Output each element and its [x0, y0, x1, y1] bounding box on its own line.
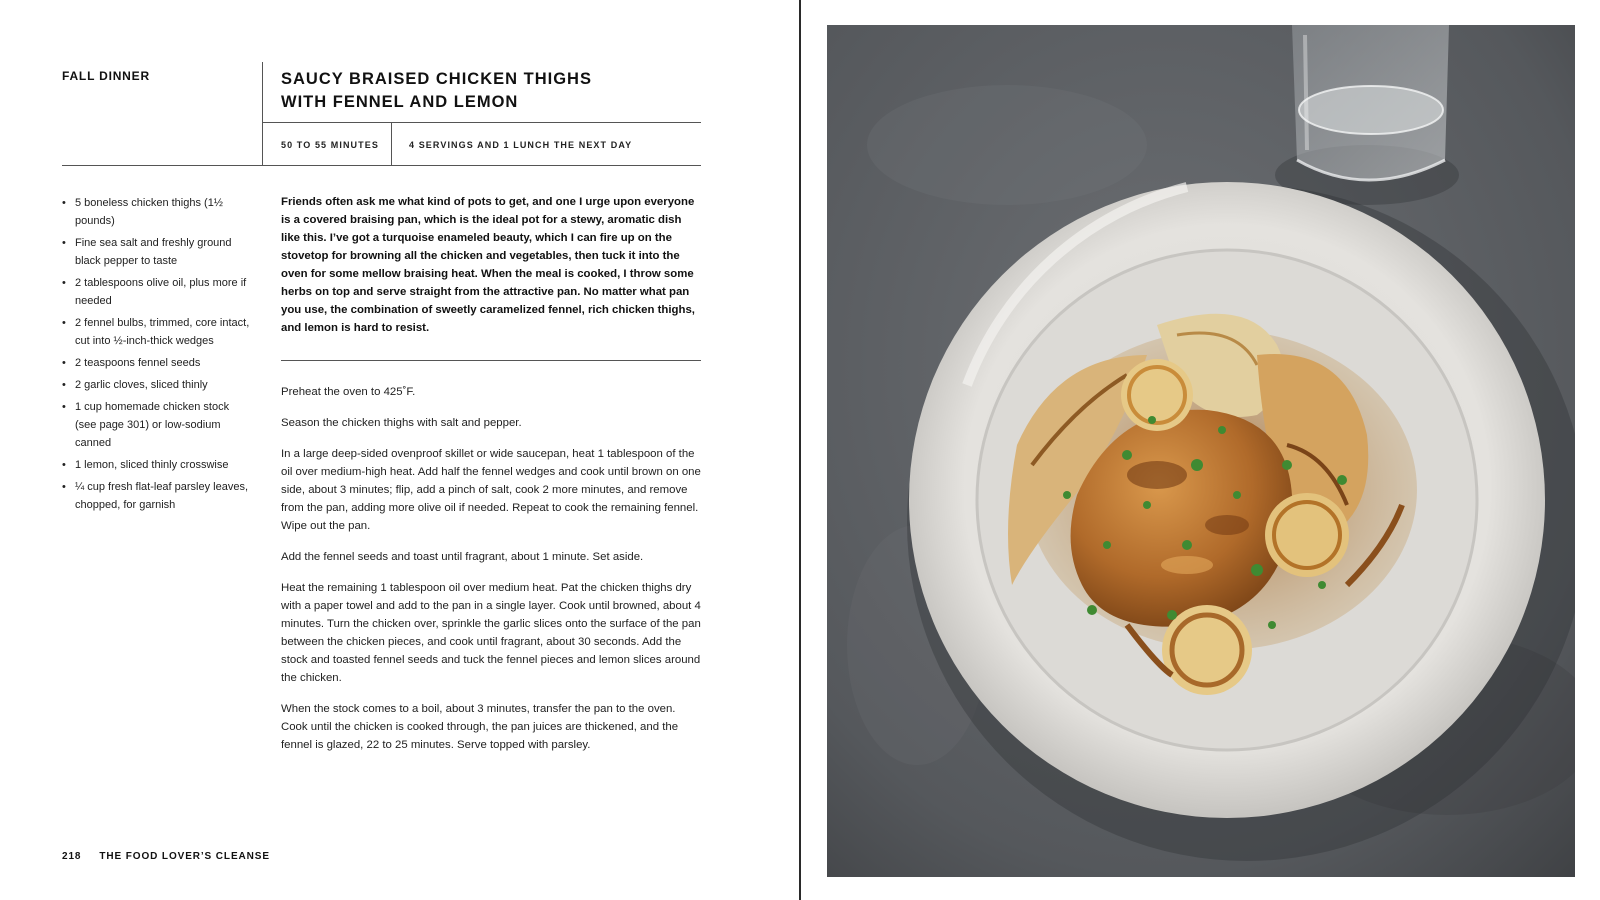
servings: 4 SERVINGS AND 1 LUNCH THE NEXT DAY [409, 140, 633, 150]
ingredient-item [62, 376, 252, 394]
bullet-icon: • [62, 459, 66, 471]
photo-page [801, 0, 1600, 900]
ingredient-item [62, 478, 252, 514]
bullet-icon: • [62, 317, 66, 329]
ingredient-list [62, 194, 252, 518]
recipe-title [281, 68, 701, 114]
bullet-icon: • [62, 481, 66, 493]
intro-divider [281, 360, 701, 361]
ingredient-text: 2 teaspoons fennel seeds [75, 357, 201, 369]
ingredient-text: 2 tablespoons olive oil, plus more if needed [75, 277, 247, 307]
ingredient-text: 2 fennel bulbs, trimmed, core intact, cut into ½-inch-thick wedges [75, 317, 250, 347]
running-title: THE FOOD LOVER’S CLEANSE [99, 851, 270, 862]
method-step: In a large deep-sided ovenproof skillet or wide saucepan, heat 1 tablespoon of the oil over medium-high heat. Add half the fennel wedges and cook until brown on one side, about 3 minutes; flip, add a pinch of salt, cook 2 more minutes, and remove from the pan, adding more olive oil if needed. Repeat to cook the remaining fennel. Wipe out the pan. [281, 448, 701, 532]
recipe-title-line-1: SAUCY BRAISED CHICKEN THIGHS [281, 70, 592, 88]
bullet-icon: • [62, 401, 66, 413]
water-glass-icon [1275, 25, 1459, 205]
ingredient-text: Fine sea salt and freshly ground black pepper to taste [75, 237, 232, 267]
page-number: 218 [62, 851, 82, 862]
method-step: Heat the remaining 1 tablespoon oil over medium heat. Pat the chicken thighs dry with a paper towel and add to the pan in a single layer. Cook until browned, about 4 minutes. Turn the chicken over, sprinkle the garlic slices onto the surface of the pan between the chicken pieces, and cook until fragrant, about 30 seconds. Add the stock and toasted fennel seeds and tuck the fennel pieces and lemon slices around the chicken. [281, 582, 701, 684]
ingredient-text: 1 cup homemade chicken stock (see page 301) or low-sodium canned [75, 401, 230, 449]
dish-photo [827, 25, 1575, 877]
ingredient-text: 1 lemon, sliced thinly crosswise [75, 459, 229, 471]
header-divider-vertical [262, 62, 263, 166]
section-label: FALL DINNER [62, 69, 150, 83]
bullet-icon: • [62, 197, 66, 209]
ingredient-item [62, 194, 252, 230]
header-divider-bottom [62, 165, 701, 166]
prep-time: 50 TO 55 MINUTES [281, 140, 379, 150]
method-step: Season the chicken thighs with salt and pepper. [281, 417, 522, 429]
header-divider-middle [262, 122, 701, 123]
recipe-intro: Friends often ask me what kind of pots to get, and one I urge upon everyone is a covered braising pan, which is the ideal pot for a stewy, aromatic dish like this. I’ve got a turquoise enameled beauty, which I can fire up on the stovetop for browning all the chicken and vegetables, then tuck it into the oven for some mellow braising heat. When the meal is cooked, I throw some herbs on top and serve straight from the attractive pan. No matter what pan you use, the combination of sweetly caramelized fennel, rich chicken thighs, and lemon is hard to resist. [281, 196, 695, 334]
ingredient-item [62, 234, 252, 270]
method-step: Add the fennel seeds and toast until fragrant, about 1 minute. Set aside. [281, 551, 644, 563]
ingredient-item [62, 314, 252, 350]
bullet-icon: • [62, 277, 66, 289]
bullet-icon: • [62, 357, 66, 369]
page-footer [62, 851, 270, 862]
bullet-icon: • [62, 237, 66, 249]
ingredient-text: 5 boneless chicken thighs (1½ pounds) [75, 197, 223, 227]
ingredient-item [62, 354, 252, 372]
bullet-icon: • [62, 379, 66, 391]
method-step: When the stock comes to a boil, about 3 minutes, transfer the pan to the oven. Cook until the chicken is cooked through, the pan juices are thickened, and the fennel is glazed, 22 to 25 minutes. Serve topped with parsley. [281, 703, 679, 751]
method-step: Preheat the oven to 425˚F. [281, 386, 416, 398]
recipe-title-line-2: WITH FENNEL AND LEMON [281, 93, 519, 111]
ingredient-text: 2 garlic cloves, sliced thinly [75, 379, 208, 391]
ingredient-item [62, 456, 252, 474]
meta-divider [391, 123, 392, 165]
ingredient-text: ¼ cup fresh flat-leaf parsley leaves, chopped, for garnish [75, 481, 249, 511]
method-steps [281, 383, 703, 767]
ingredient-item [62, 274, 252, 310]
ingredient-item [62, 398, 252, 452]
